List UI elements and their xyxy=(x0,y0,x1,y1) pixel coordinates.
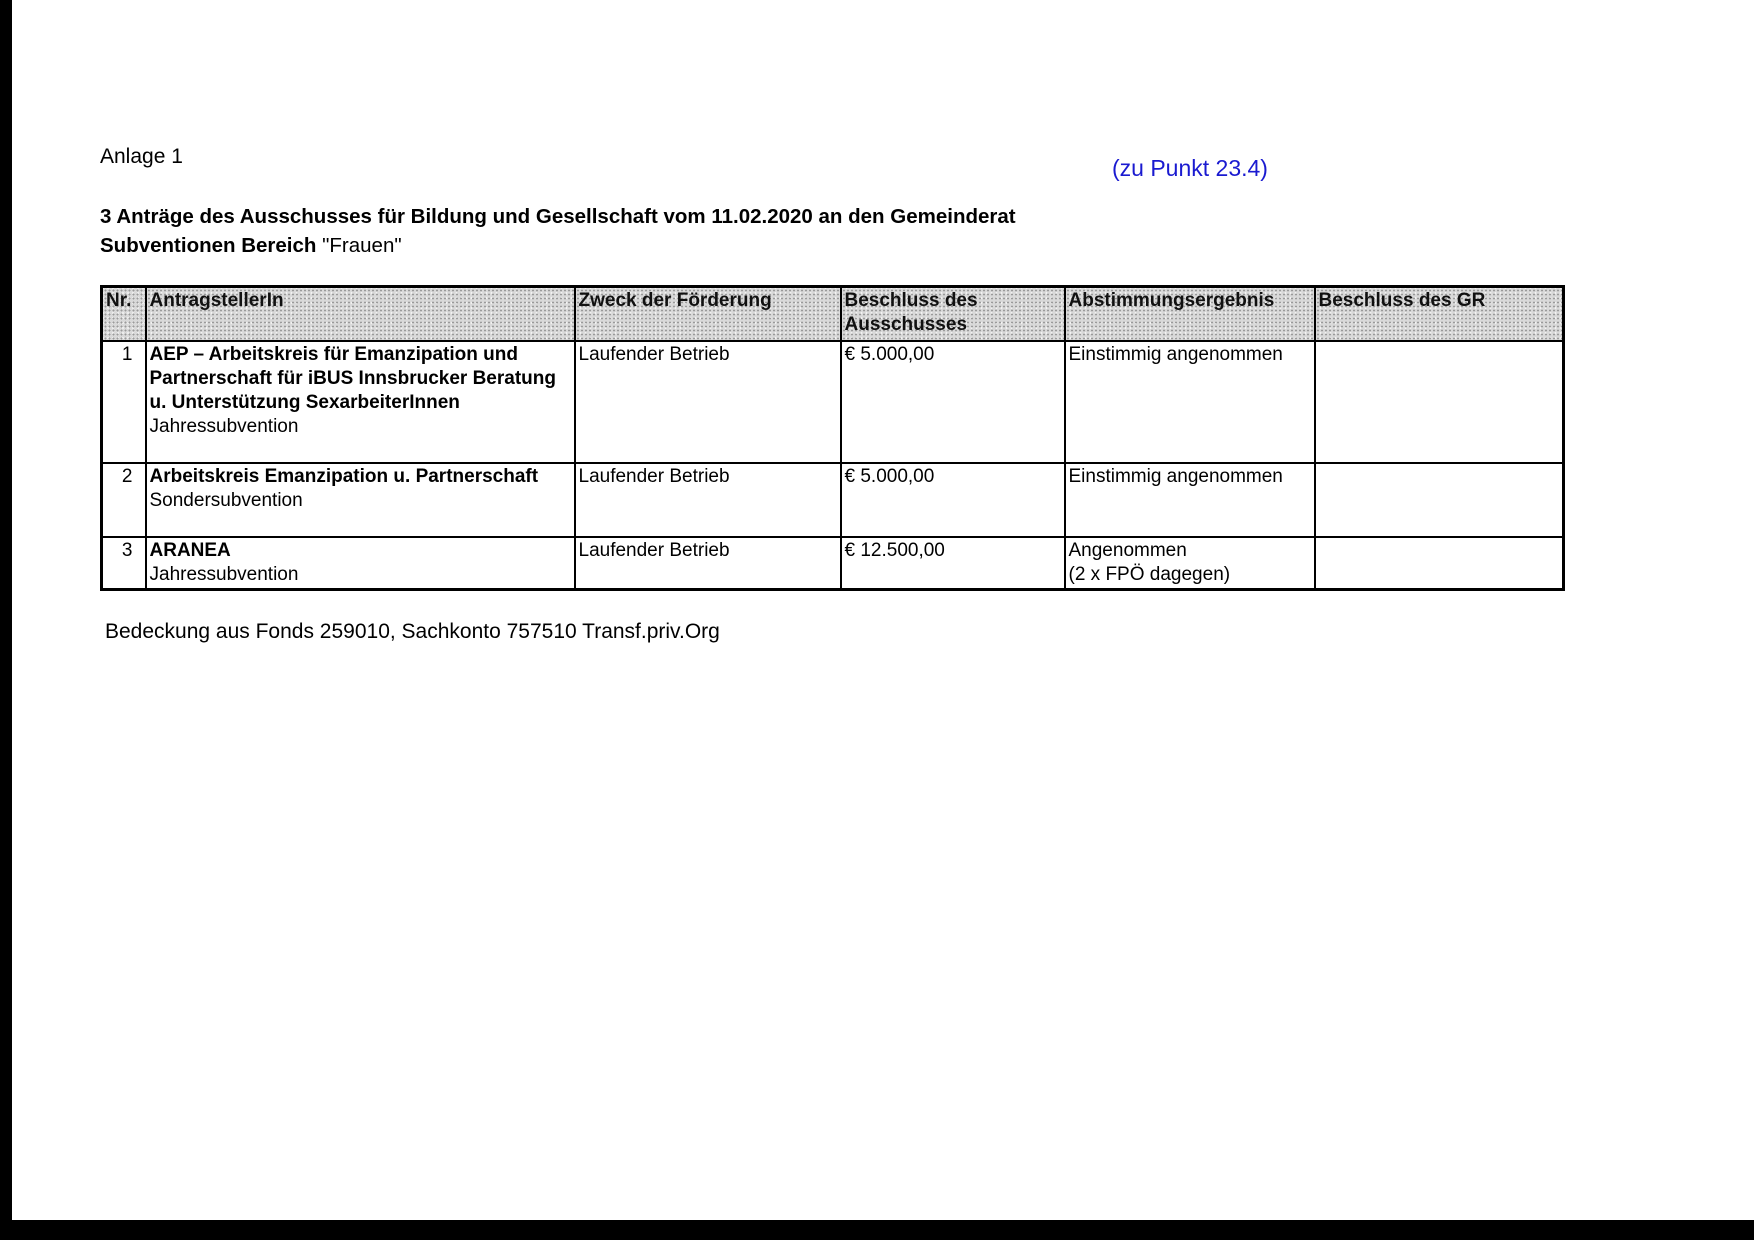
applicant-type: Jahressubvention xyxy=(149,416,299,437)
cell-amount: € 5.000,00 xyxy=(841,341,1065,463)
applicant-name: AEP – Arbeitskreis für Emanzipation und Partnerschaft für iBUS Innsbrucker Beratung u. Unterstützung SexarbeiterInnen xyxy=(149,344,556,413)
heading-subtitle-rest: "Frauen" xyxy=(316,234,402,257)
scan-border-left xyxy=(0,0,12,1240)
cell-purpose: Laufender Betrieb xyxy=(575,341,841,463)
applicant-name: ARANEA xyxy=(149,540,231,561)
table-row xyxy=(102,341,1564,463)
result-text: Einstimmig angenommen xyxy=(1068,466,1283,487)
cell-council xyxy=(1315,341,1564,463)
cell-applicant xyxy=(146,537,575,590)
header-committee-decision: Beschluss des Ausschusses xyxy=(841,287,1065,342)
cell-applicant xyxy=(146,341,575,463)
cell-nr: 1 xyxy=(102,341,146,463)
applicant-name: Arbeitskreis Emanzipation u. Partnerschaft xyxy=(149,466,539,487)
cell-applicant xyxy=(146,463,575,537)
header-council-decision: Beschluss des GR xyxy=(1315,287,1564,342)
cell-result xyxy=(1065,341,1315,463)
cell-purpose: Laufender Betrieb xyxy=(575,537,841,590)
table-header-row xyxy=(102,287,1564,342)
cell-result xyxy=(1065,537,1315,590)
document-heading xyxy=(100,202,1016,260)
cell-council xyxy=(1315,537,1564,590)
cell-council xyxy=(1315,463,1564,537)
header-applicant: AntragstellerIn xyxy=(146,287,575,342)
agenda-reference: (zu Punkt 23.4) xyxy=(1112,155,1268,181)
scan-border-bottom xyxy=(0,1220,1754,1240)
result-text: Angenommen xyxy=(1068,540,1187,561)
annex-label: Anlage 1 xyxy=(100,145,183,168)
heading-title: 3 Anträge des Ausschusses für Bildung und Gesellschaft vom 11.02.2020 an den Gemeinderat xyxy=(100,205,1016,228)
cell-amount: € 5.000,00 xyxy=(841,463,1065,537)
heading-subtitle xyxy=(100,231,1016,260)
applicant-type: Jahressubvention xyxy=(149,564,299,585)
cell-result xyxy=(1065,463,1315,537)
table-row xyxy=(102,463,1564,537)
heading-subtitle-bold: Subventionen Bereich xyxy=(100,234,317,257)
funding-note: Bedeckung aus Fonds 259010, Sachkonto 757510 Transf.priv.Org xyxy=(105,620,720,643)
cell-amount: € 12.500,00 xyxy=(841,537,1065,590)
result-text: Einstimmig angenommen xyxy=(1068,344,1283,365)
cell-purpose: Laufender Betrieb xyxy=(575,463,841,537)
header-nr: Nr. xyxy=(102,287,146,342)
header-vote-result: Abstimmungsergebnis xyxy=(1065,287,1315,342)
cell-nr: 3 xyxy=(102,537,146,590)
table-row xyxy=(102,537,1564,590)
cell-nr: 2 xyxy=(102,463,146,537)
header-purpose: Zweck der Förderung xyxy=(575,287,841,342)
result-note: (2 x FPÖ dagegen) xyxy=(1068,564,1231,585)
applicant-type: Sondersubvention xyxy=(149,490,303,511)
grants-table xyxy=(100,285,1565,591)
